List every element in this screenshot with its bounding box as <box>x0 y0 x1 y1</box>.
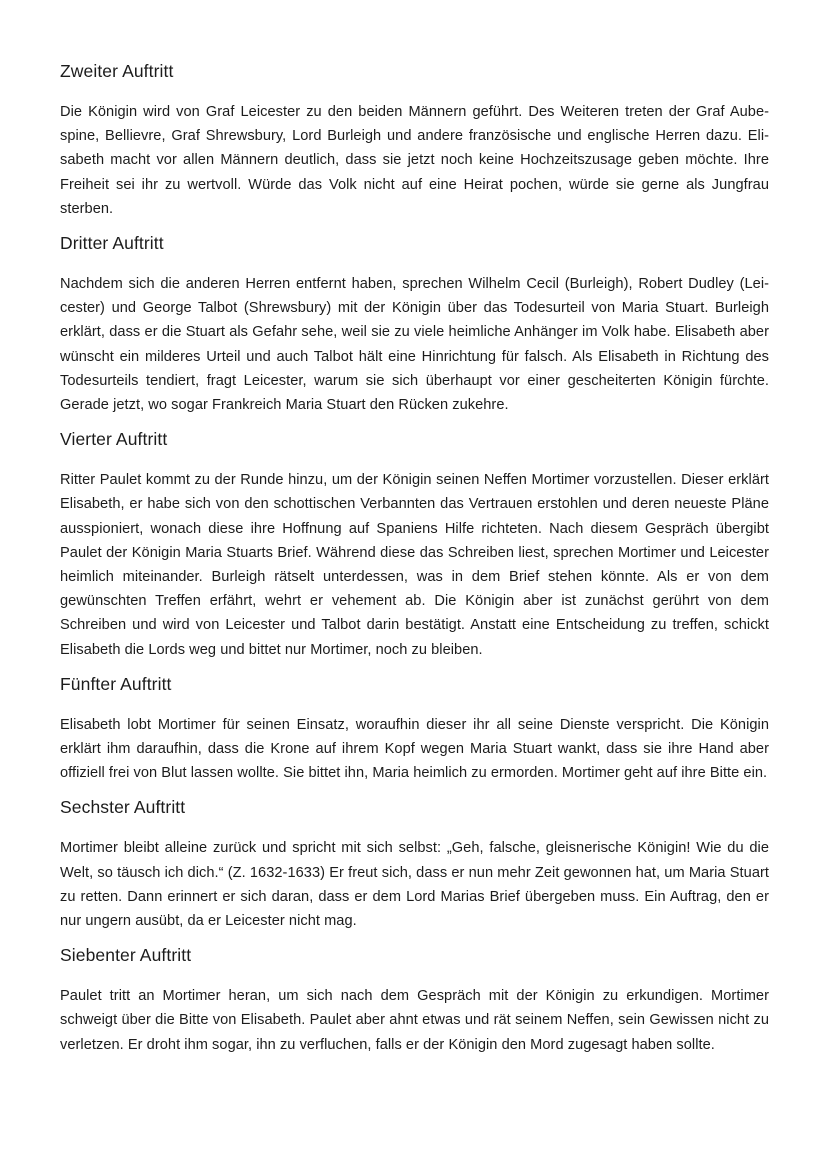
section-title: Dritter Auftritt <box>60 233 164 254</box>
section-vierter-auftritt <box>60 426 769 662</box>
section-title: Fünfter Auftritt <box>60 673 172 694</box>
section-body: Ritter Paulet kommt zu der Runde hinzu, um der Königin seinen Neffen Mortimer vorzustellen. Dieser erklärt Elisabeth, er habe sich von den schottischen Verbannten das Vertrauen erstohlen und deren neueste Pläne ausspioniert, wonach diese ihre Hoffnung auf Spaniens Hilfe richteten. Nach diesem Gespräch übergibt Paulet der Königin Maria Stuarts Brief. Während diese das Schreiben liest, sprechen Mortimer und Leicester heimlich miteinander. Burleigh rätselt unterdessen, was in dem Brief stehen könnte. Als er von dem gewünschten Treffen erfährt, wehrt er vehement ab. Die Königin aber ist zunächst gerührt von dem Schreiben und wird von Leicester und Talbot darin bestätigt. Anstatt eine Entscheidung zu treffen, schickt Elisabeth die Lords weg und bittet nur Mortimer, noch zu bleiben. <box>60 472 769 658</box>
section-fuenfter-auftritt <box>60 671 769 786</box>
section-body: Elisabeth lobt Mortimer für seinen Einsatz, woraufhin dieser ihr all seine Dienste verspricht. Die Königin erklärt ihm daraufhin, dass die Krone auf ihrem Kopf wegen Maria Stuart wankt, dass sie ihre Hand aber offiziell frei von Blut lassen wollte. Sie bittet ihn, Maria heimlich zu ermorden. Mortimer geht auf ihre Bitte ein. <box>60 716 769 782</box>
document-page <box>60 58 769 1066</box>
section-body: Paulet tritt an Mortimer heran, um sich nach dem Gespräch mit der Königin zu erkundigen. Mortimer schweigt über die Bitte von Elisabeth. Paulet aber ahnt etwas und rät seinem Neffen, sein Gewissen nicht zu verletzen. Er droht ihm sogar, ihn zu verfluchen, falls er der Königin den Mord zugesagt haben sollte. <box>60 988 769 1053</box>
section-sechster-auftritt <box>60 794 769 933</box>
section-title: Siebenter Auftritt <box>60 945 192 966</box>
section-siebenter-auftritt <box>60 942 769 1057</box>
section-title: Zweiter Auftritt <box>60 61 174 81</box>
section-zweiter-auftritt <box>60 58 769 221</box>
section-body: Die Königin wird von Graf Leicester zu den beiden Männern geführt. Des Weiteren treten der Graf Aubespine, Bellievre, Graf Shrewsbury, Lord Burleigh und andere französische und englische Herren dazu. Elisabeth macht vor allen Männern deutlich, dass sie jetzt noch keine Hochzeitszusage geben möchte. Ihre Freiheit sei ihr zu wertvoll. Würde das Volk nicht auf eine Heirat pochen, würde sie gerne als Jungfrau sterben. <box>60 104 769 217</box>
section-title: Sechster Auftritt <box>60 797 186 818</box>
section-dritter-auftritt <box>60 230 769 417</box>
section-title: Vierter Auftritt <box>60 429 168 450</box>
section-body: Nachdem sich die anderen Herren entfernt haben, sprechen Wilhelm Cecil (Burleigh), Robert Dudley (Leicester) und George Talbot (Shrewsbury) mit der Königin über das Todesurteil von Maria Stuart. Burleigh erklärt, dass er die Stuart als Gefahr sehe, weil sie zu viele heimliche Anhänger im Volk habe. Elisabeth aber wünscht ein milderes Urteil und auch Talbot hält eine Hinrichtung für falsch. Als Elisabeth in Richtung des Todesurteils tendiert, fragt Leicester, warum sie sich überhaupt vor einer gescheiterten Königin fürchte. Gerade jetzt, wo sogar Frankreich Maria Stuart den Rücken zukehre. <box>60 276 769 414</box>
section-body: Mortimer bleibt alleine zurück und spricht mit sich selbst: „Geh, falsche, gleisnerische Königin! Wie du die Welt, so täusch ich dich.“ (Z. 1632-1633) Er freut sich, dass er nun mehr Zeit gewonnen hat, um Maria Stuart zu retten. Dann erinnert er sich daran, dass er dem Lord Marias Brief übergeben muss. Ein Auftrag, den er nur ungern ausübt, da er Leicester nicht mag. <box>60 840 769 930</box>
